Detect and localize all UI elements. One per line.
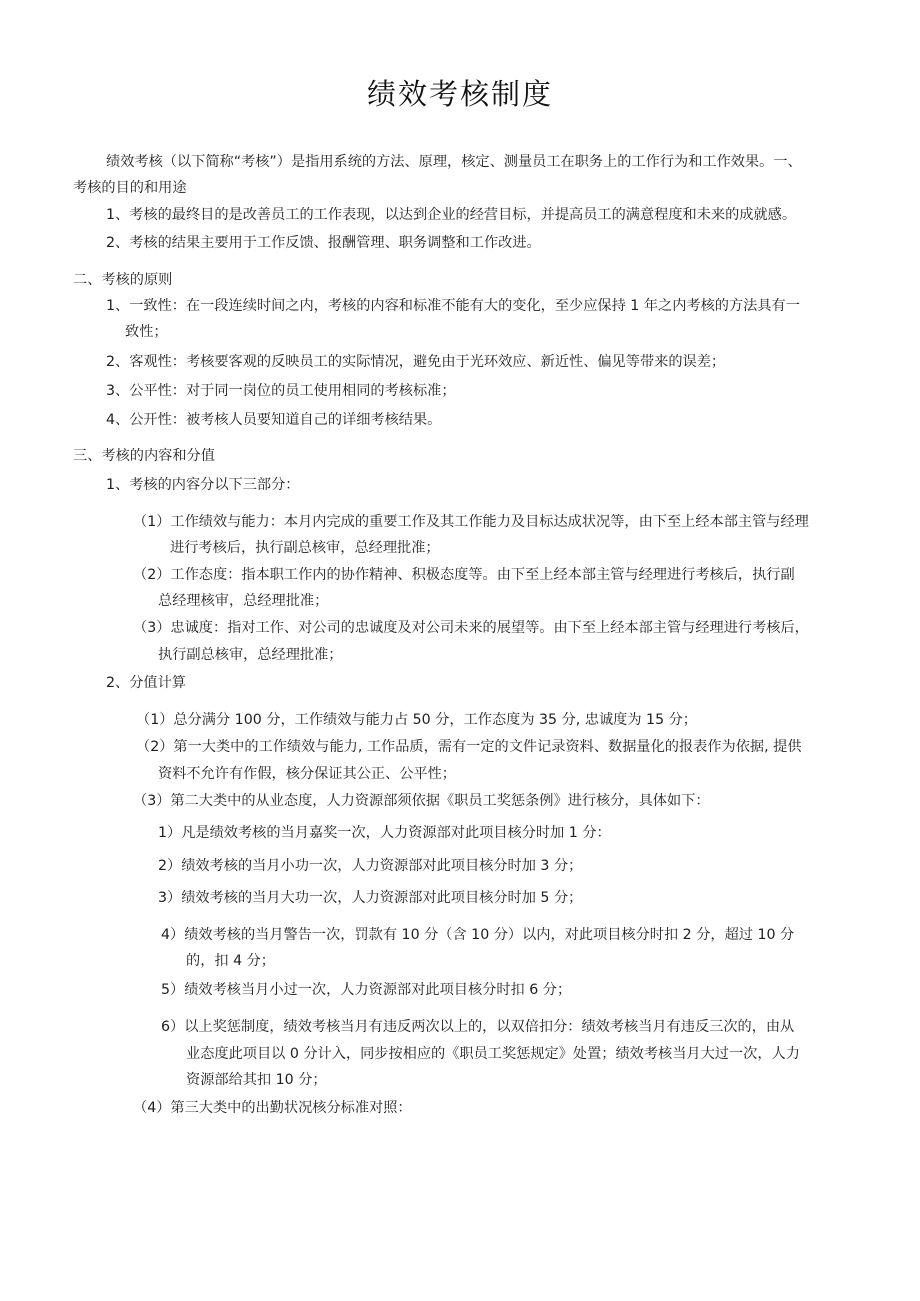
rule-item-6: 6）以上奖惩制度，绩效考核当月有违反两次以上的，以双倍扣分：绩效考核当月有违反三次的，由从 [161, 1019, 795, 1035]
rule-item-5: 5）绩效考核当月小过一次，人力资源部对此项目核分时扣 6 分； [161, 982, 572, 998]
rule-item-2: 2）绩效考核的当月小功一次，人力资源部对此项目核分时加 3 分； [158, 858, 583, 874]
section-heading-principles: 二、考核的原则 [73, 272, 173, 288]
purpose-item-1: 1、考核的最终目的是改善员工的工作表现，以达到企业的经营目标，并提高员工的满意程度和未来的成就感。 [106, 207, 797, 223]
content-sub-3: （3）忠诚度：指对工作、对公司的忠诚度及对公司未来的展望等。由下至上经本部主管与经理进行考核后， [133, 620, 809, 636]
score-sub-1: （1）总分满分 100 分，工作绩效与能力占 50 分，工作态度为 35 分, 忠诚度为 15 分； [136, 712, 697, 728]
content-sub-1-cont: 进行考核后，执行副总核审，总经理批准； [170, 540, 440, 556]
intro-line-1: 绩效考核（以下简称“考核”）是指用系统的方法、原理，核定、测量员工在职务上的工作行为和工作效果。一、 [106, 154, 802, 170]
content-sub-1: （1）工作绩效与能力：本月内完成的重要工作及其工作能力及目标达成状况等，由下至上经本部主管与经理 [133, 514, 809, 530]
score-sub-4: （4）第三大类中的出勤状况核分标准对照： [133, 1100, 412, 1116]
principle-item-2: 2、客观性：考核要客观的反映员工的实际情况，避免由于光环效应、新近性、偏见等带来的误差； [106, 354, 726, 370]
content-item-2: 2、分值计算 [106, 675, 186, 691]
content-sub-3-cont: 执行副总核审，总经理批准； [158, 647, 343, 663]
principle-item-1: 1、一致性：在一段连续时间之内，考核的内容和标准不能有大的变化，至少应保持 1 年之内考核的方法具有一 [106, 298, 800, 314]
principle-item-1-cont: 致性； [125, 324, 168, 340]
rule-item-4-cont: 的，扣 4 分； [186, 953, 275, 969]
principle-item-4: 4、公开性：被考核人员要知道自己的详细考核结果。 [106, 412, 442, 428]
rule-item-6-cont-2: 资源部给其扣 10 分； [186, 1072, 327, 1088]
score-sub-3: （3）第二大类中的从业态度，人力资源部须依据《职员工奖惩条例》进行核分，具体如下： [133, 793, 710, 809]
score-sub-2: （2）第一大类中的工作绩效与能力, 工作品质，需有一定的文件记录资料、数据量化的报表作为依据, 提供 [136, 739, 802, 755]
purpose-item-2: 2、考核的结果主要用于工作反馈、报酬管理、职务调整和工作改进。 [106, 235, 541, 251]
principle-item-3: 3、公平性：对于同一岗位的员工使用相同的考核标准； [106, 383, 456, 399]
rule-item-4: 4）绩效考核的当月警告一次，罚款有 10 分（含 10 分）以内，对此项目核分时扣 2 分，超过 10 分 [161, 927, 795, 943]
intro-line-2: 考核的目的和用途 [73, 180, 187, 196]
rule-item-3: 3）绩效考核的当月大功一次，人力资源部对此项目核分时加 5 分； [158, 890, 583, 906]
rule-item-6-cont-1: 业态度此项目以 0 分计入，同步按相应的《职员工奖惩规定》处置；绩效考核当月大过一次，人力 [186, 1046, 800, 1062]
content-sub-2: （2）工作态度：指本职工作内的协作精神、积极态度等。由下至上经本部主管与经理进行考核后，执行副 [133, 567, 795, 583]
content-item-1: 1、考核的内容分以下三部分： [106, 477, 300, 493]
score-sub-2-cont: 资料不允许有作假，核分保证其公正、公平性； [158, 766, 456, 782]
content-sub-2-cont: 总经理核审，总经理批准； [158, 593, 329, 609]
document-title: 绩效考核制度 [366, 77, 553, 111]
rule-item-1: 1）凡是绩效考核的当月嘉奖一次，人力资源部对此项目核分时加 1 分： [158, 825, 611, 841]
section-heading-content: 三、考核的内容和分值 [73, 448, 215, 464]
